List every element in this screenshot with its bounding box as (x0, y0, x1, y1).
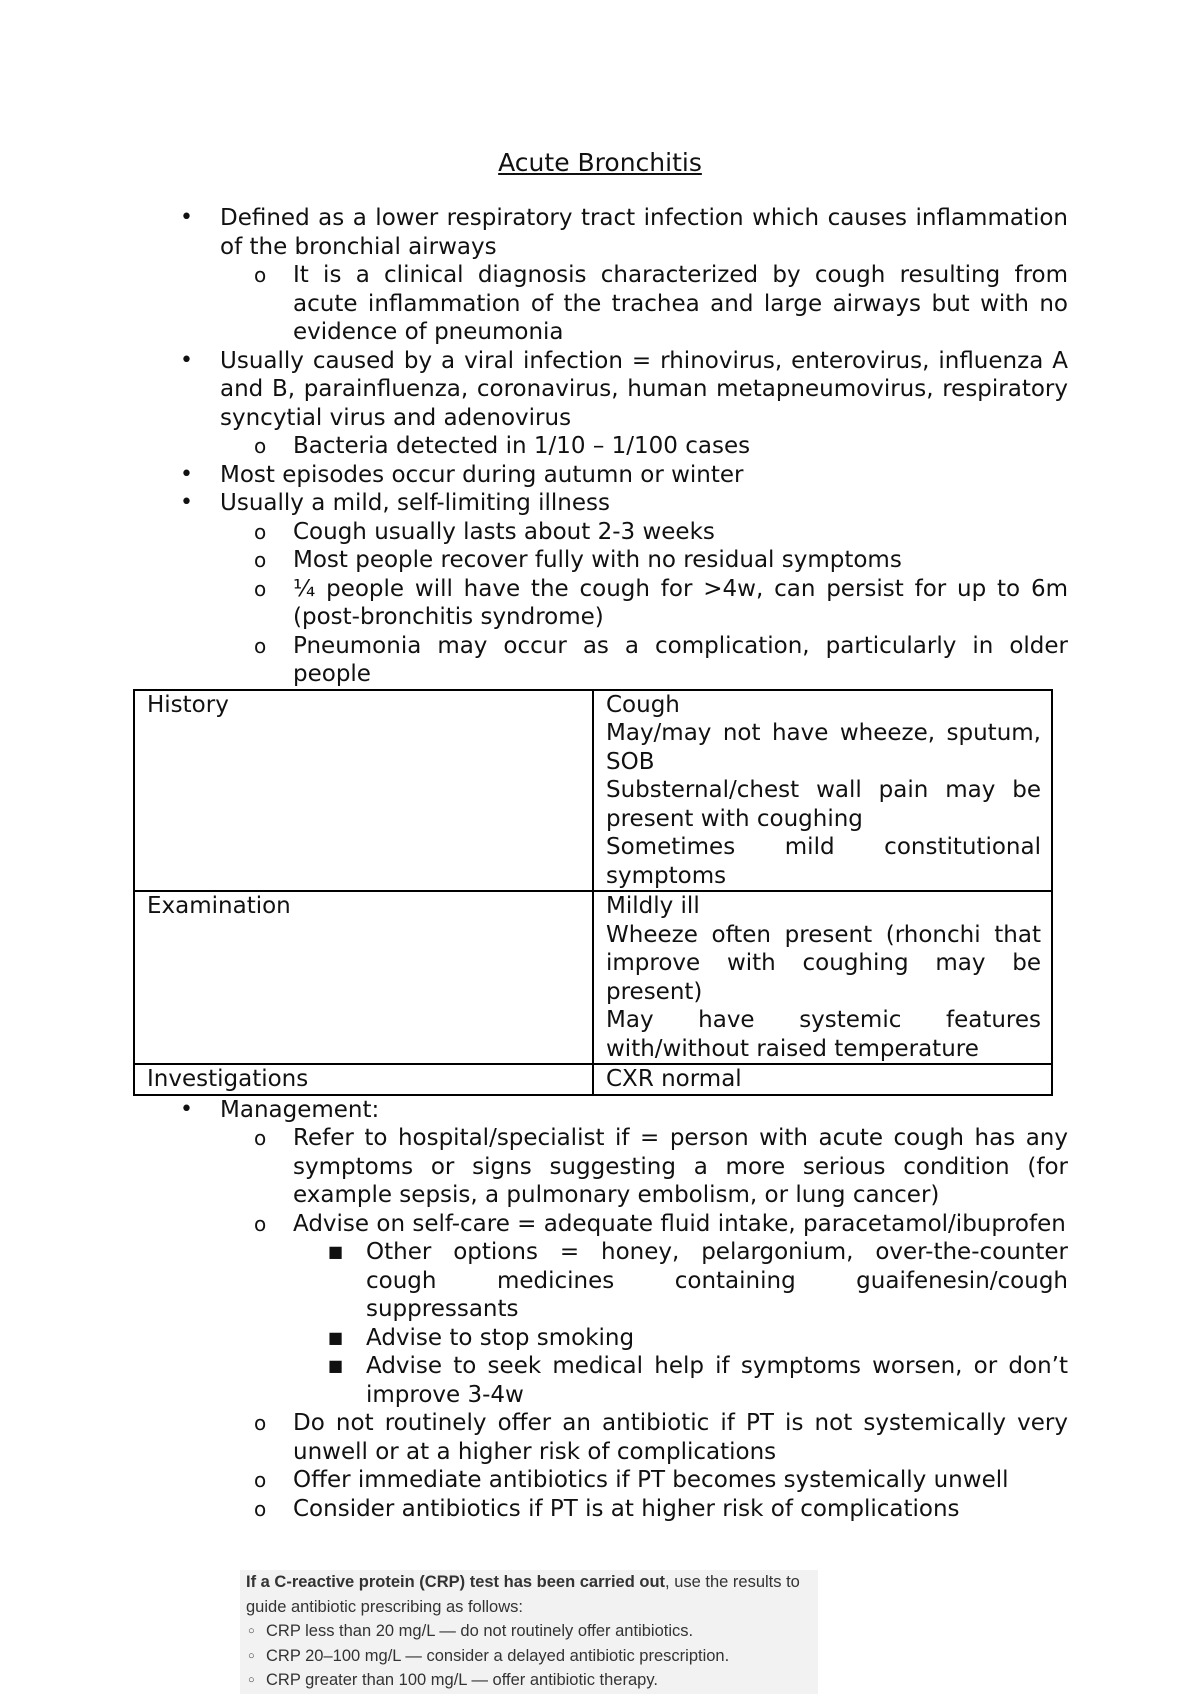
management-list (180, 1096, 1068, 1524)
sub-sub-bullet-text: Advise to seek medical help if symptoms worsen, or don’t improve 3-4w (366, 1353, 1068, 1408)
cell-line: Wheeze often present (rhonchi that improve with coughing may be present) (606, 921, 1041, 1005)
sub-list-item (180, 261, 1068, 347)
table-row (134, 891, 1052, 1064)
circle-bullet-icon: o (254, 1211, 267, 1236)
circle-bullet-icon: o (254, 434, 267, 458)
sub-bullet-text: Most people recover fully with no residual symptoms (293, 547, 902, 573)
list-item (180, 489, 1068, 689)
crp-guidance-box (240, 1570, 818, 1694)
sub-bullet-text: Offer immediate antibiotics if PT becomes systemically unwell (293, 1467, 1009, 1493)
sub-bullet-text: Advise on self-care = adequate fluid intake, paracetamol/ibuprofen (293, 1210, 1066, 1237)
list-item (180, 1096, 1068, 1524)
circle-bullet-icon: o (254, 548, 267, 572)
circle-bullet-icon: o (254, 519, 267, 544)
square-bullet-icon: ■ (328, 1327, 344, 1347)
cell-line: CXR normal (606, 1066, 742, 1092)
bullet-text: Management: (220, 1096, 380, 1123)
sub-bullet-text: Do not routinely offer an antibiotic if PT is not systemically very unwell or at a higher risk of complications (293, 1410, 1068, 1465)
circle-bullet-icon: o (254, 633, 267, 658)
bullet-text: Most episodes occur during autumn or winter (220, 461, 744, 488)
circle-bullet-icon: o (254, 1126, 267, 1150)
clinical-table (133, 689, 1053, 1096)
sub-bullet-text: Consider antibiotics if PT is at higher risk of complications (293, 1495, 960, 1522)
sub-bullet-text: Refer to hospital/specialist if = person with acute cough has any symptoms or signs suggesting a more serious condition (for example sepsis, a pulmonary embolism, or lung cancer) (293, 1125, 1068, 1208)
table-row (134, 1064, 1052, 1095)
sub-bullet-text: Bacteria detected in 1/10 – 1/100 cases (293, 433, 751, 459)
table-cell-label: Investigations (134, 1064, 593, 1095)
bullet-text: Usually caused by a viral infection = rhinovirus, enterovirus, influenza A and B, parainfluenza, coronavirus, human metapneumovirus, respiratory syncytial virus and adenovirus (220, 347, 1068, 431)
circle-bullet-icon: o (254, 1468, 267, 1492)
bullet-text: Usually a mild, self-limiting illness (220, 490, 611, 516)
crp-item: ○ CRP greater than 100 mg/L — offer antibiotic therapy. (246, 1668, 818, 1693)
sub-list-item (180, 1409, 1068, 1466)
sub-list-item (180, 632, 1068, 689)
list-item (180, 204, 1068, 347)
cell-line: Mildly ill (606, 893, 700, 919)
bullet-icon: • (180, 1096, 193, 1122)
circle-bullet-icon: o (254, 1496, 267, 1521)
bullet-icon: • (180, 490, 193, 515)
circle-bullet-icon: o (254, 576, 267, 601)
sub-bullet-text: ¼ people will have the cough for >4w, can persist for up to 6m (post-bronchitis syndrome) (293, 575, 1068, 630)
square-bullet-icon: ■ (328, 1356, 344, 1375)
table-cell-content (593, 891, 1052, 1064)
table-cell-content (593, 690, 1052, 892)
sub-sub-list-item (328, 1352, 1068, 1409)
bullet-icon: • (180, 347, 193, 373)
document-body (147, 204, 1068, 1523)
sub-list-item (180, 1466, 1068, 1495)
crp-intro-rest: , use the results to guide antibiotic prescribing as follows: (246, 1573, 800, 1616)
cell-line: Sometimes mild constitutional symptoms (606, 834, 1041, 889)
sub-sub-list-item (328, 1238, 1068, 1324)
cell-line: May have systemic features with/without raised temperature (606, 1007, 1041, 1062)
cell-line: Cough (606, 691, 680, 718)
sub-list-item (180, 432, 1068, 461)
cell-line: Substernal/chest wall pain may be present with coughing (606, 777, 1041, 832)
table-row (134, 690, 1052, 892)
circle-bullet-icon: o (254, 263, 267, 287)
table-cell-label: History (134, 690, 593, 892)
crp-intro (246, 1570, 818, 1619)
sub-list-item (180, 546, 1068, 575)
cell-line: May/may not have wheeze, sputum, SOB (606, 720, 1041, 775)
sub-list-item (180, 1495, 1068, 1524)
sub-sub-bullet-text: Other options = honey, pelargonium, over-the-counter cough medicines containing guaifenesin/cough suppressants (366, 1239, 1068, 1322)
list-item (180, 461, 1068, 490)
table-cell-content (593, 1064, 1052, 1095)
sub-bullet-text: Cough usually lasts about 2-3 weeks (293, 518, 715, 545)
crp-intro-bold: If a C-reactive protein (CRP) test has been carried out (246, 1573, 666, 1591)
sub-list-item (180, 575, 1068, 632)
sub-list-item (180, 518, 1068, 547)
page-title: Acute Bronchitis (498, 148, 702, 177)
circle-bullet-icon: o (254, 1411, 267, 1435)
sub-list-item (180, 1124, 1068, 1210)
sub-bullet-text: It is a clinical diagnosis characterized by cough resulting from acute inflammation of the trachea and large airways but with no evidence of pneumonia (293, 262, 1068, 345)
sub-sub-list-item (328, 1324, 1068, 1353)
crp-item: ○ CRP 20–100 mg/L — consider a delayed antibiotic prescription. (246, 1644, 818, 1669)
sub-bullet-text: Pneumonia may occur as a complication, particularly in older people (293, 632, 1068, 687)
bullet-icon: • (180, 461, 193, 487)
table-cell-label: Examination (134, 891, 593, 1064)
sub-list-item (180, 1210, 1068, 1410)
square-bullet-icon: ■ (328, 1242, 344, 1261)
bullet-icon: • (180, 205, 193, 230)
list-item (180, 347, 1068, 461)
crp-item: ○ CRP less than 20 mg/L — do not routinely offer antibiotics. (246, 1619, 818, 1644)
bullet-text: Defined as a lower respiratory tract infection which causes inflammation of the bronchial airways (220, 205, 1068, 260)
bullet-list (180, 204, 1068, 689)
sub-sub-bullet-text: Advise to stop smoking (366, 1324, 635, 1351)
